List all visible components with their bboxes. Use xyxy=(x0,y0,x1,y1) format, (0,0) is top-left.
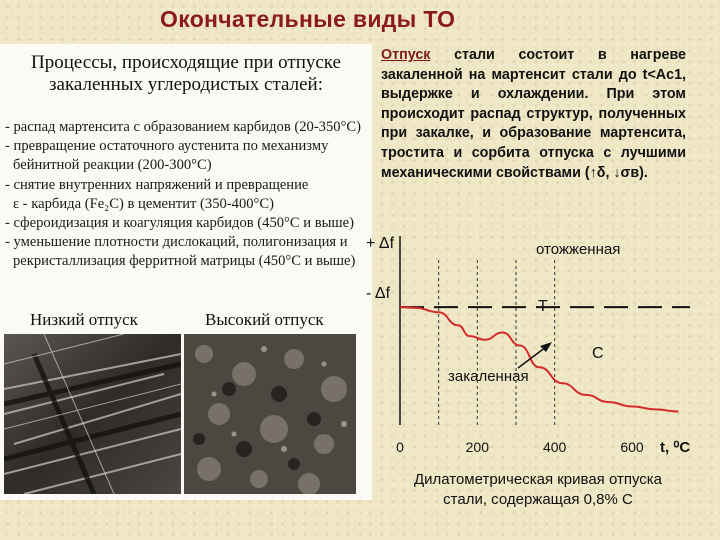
tempering-term: Отпуск xyxy=(381,47,431,63)
processes-heading xyxy=(0,52,372,96)
process-item: бейнитной реакции (200-300°С) xyxy=(13,157,212,174)
process-item: - уменьшение плотности дислокаций, полигонизация и xyxy=(5,234,348,251)
process-list xyxy=(5,118,370,272)
chart-caption xyxy=(383,470,693,510)
caption-line2: стали, содержащая 0,8% С xyxy=(443,491,633,508)
x-tick-label: 0 xyxy=(396,439,404,455)
annotation-arrow xyxy=(518,347,546,368)
dilatometric-chart xyxy=(360,230,705,468)
low-temper-label: Низкий отпуск xyxy=(30,310,138,329)
processes-heading-line1: Процессы, происходящие при отпуске xyxy=(31,52,341,73)
sorbite-label: С xyxy=(592,345,604,362)
y-label-plus: + Δf xyxy=(366,235,395,252)
x-tick-label: 600 xyxy=(620,439,644,455)
page-title: Окончательные виды ТО xyxy=(160,6,456,32)
troostite-label: Т xyxy=(538,298,548,315)
y-label-minus: - Δf xyxy=(366,285,391,302)
series-line-quenched xyxy=(400,307,678,411)
quenched-label: закаленная xyxy=(448,368,529,385)
x-axis-label: t, ⁰С xyxy=(660,439,691,456)
tempering-description xyxy=(381,46,686,183)
annealed-label: отожженная xyxy=(536,241,621,258)
low-temper-micrograph xyxy=(4,334,181,494)
process-item: - превращение остаточного аустенита по механизму xyxy=(5,138,329,155)
tempering-description-body: стали состоит в нагреве закаленной на мартенсит стали до t<Ac1, выдержке и охлаждении. При этом происходит распад структур, полученных при закалке, и образование мартенсита, тростита и сорбита отпуска с лучшими механическими свойствами (↑δ, ↓σв). xyxy=(381,47,686,181)
high-temper-label: Высокий отпуск xyxy=(205,310,324,329)
caption-line1: Дилатометрическая кривая отпуска xyxy=(413,471,663,488)
process-item: - снятие внутренних напряжений и превращение xyxy=(5,176,309,193)
process-item: - сфероидизация и коагуляция карбидов (450°С и выше) xyxy=(5,215,354,232)
high-temper-micrograph xyxy=(184,334,356,494)
process-item: ε - карбида (Fe₂C) в цементит (350-400°С) xyxy=(13,195,274,212)
processes-heading-line2: закаленных углеродистых сталей: xyxy=(49,74,323,95)
x-tick-label: 400 xyxy=(542,439,567,455)
x-tick-label: 200 xyxy=(465,439,490,455)
process-item: рекристаллизация ферритной матрицы (450°С и выше) xyxy=(13,253,356,270)
process-item: - распад мартенсита с образованием карбидов (20-350°С) xyxy=(5,119,362,135)
